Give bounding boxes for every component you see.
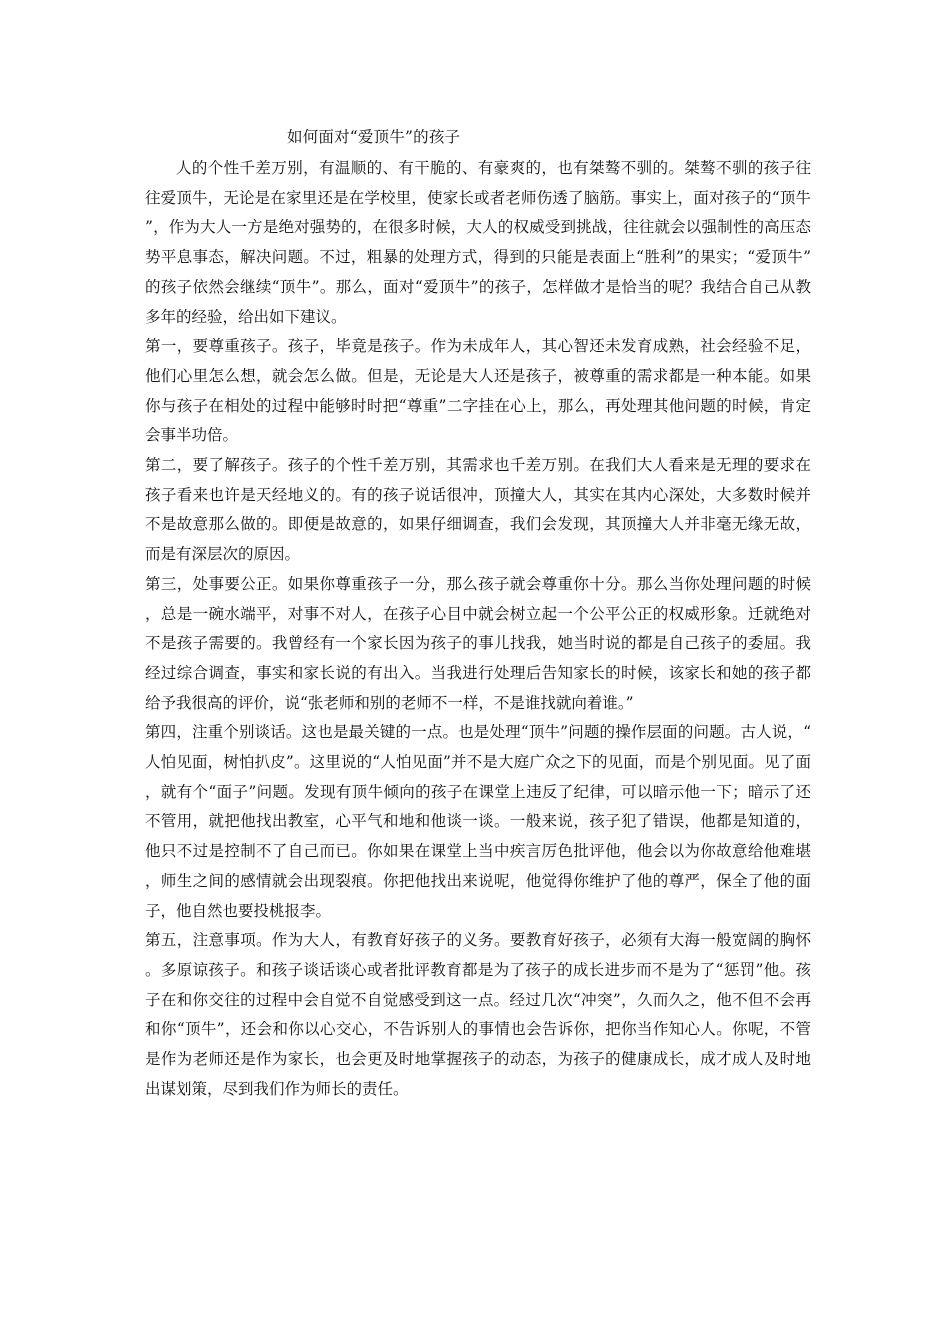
paragraph-intro: 人的个性千差万别，有温顺的、有干脆的、有豪爽的，也有桀骜不驯的。桀骜不驯的孩子往往爱顶牛，无论是在家里还是在学校里，使家长或者老师伤透了脑筋。事实上，面对孩子的“顶牛”，作为大人一方是绝对强势的，在很多时候，大人的权威受到挑战，往往就会以强制性的高压态势平息事态，解决问题。不过，粗暴的处理方式，得到的只能是表面上“胜利”的果实；“爱顶牛”的孩子依然会继续“顶牛”。那么，面对“爱顶牛”的孩子，怎样做才是恰当的呢？我结合自己从教多年的经验，给出如下建议。	[145, 159, 811, 326]
paragraph-point-3: 第三，处事要公正。如果你尊重孩子一分，那么孩子就会尊重你十分。那么当你处理问题的时候，总是一碗水端平，对事不对人，在孩子心目中就会树立起一个公平公正的权威形象。迁就绝对不是孩子需要的。我曾经有一个家长因为孩子的事儿找我，她当时说的都是自己孩子的委屈。我经过综合调查，事实和家长说的有出入。当我进行处理后告知家长的时候，该家长和她的孩子都给予我很高的评价，说“张老师和别的老师不一样，不是谁找就向着谁。”	[145, 574, 811, 712]
document-title: 如何面对“爱顶牛”的孩子	[287, 128, 461, 146]
paragraph-point-5: 第五，注意事项。作为大人，有教育好孩子的义务。要教育好孩子，必须有大海一般宽阔的胸怀。多原谅孩子。和孩子谈话谈心或者批评教育都是为了孩子的成长进步而不是为了“惩罚”他。孩子在和你交往的过程中会自觉不自觉感受到这一点。经过几次“冲突”，久而久之，他不但不会再和你“顶牛”，还会和你以心交心，不告诉别人的事情也会告诉你，把你当作知心人。你呢，不管是作为老师还是作为家长，也会更及时地掌握孩子的动态，为孩子的健康成长，成才成人及时地出谋划策，尽到我们作为师长的责任。	[145, 931, 811, 1098]
paragraph-point-4: 第四，注重个别谈话。这也是最关键的一点。也是处理“顶牛”问题的操作层面的问题。古人说，“人怕见面，树怕扒皮”。这里说的“人怕见面”并不是大庭广众之下的见面，而是个别见面。见了面，就有个“面子”问题。发现有顶牛倾向的孩子在课堂上违反了纪律，可以暗示他一下；暗示了还不管用，就把他找出教室，心平气和地和他谈一谈。一般来说，孩子犯了错误，他都是知道的，他只不过是控制不了自己而已。你如果在课堂上当中疾言厉色批评他，他会以为你故意给他难堪，师生之间的感情就会出现裂痕。你把他找出来说呢，他觉得你维护了他的尊严，保全了他的面子，他自然也要投桃报李。	[145, 723, 811, 920]
document-body	[145, 121, 811, 1105]
paragraph-point-2: 第二，要了解孩子。孩子的个性千差万别，其需求也千差万别。在我们大人看来是无理的要求在孩子看来也许是天经地义的。有的孩子说话很冲，顶撞大人，其实在其内心深处，大多数时候并不是故意那么做的。即便是故意的，如果仔细调查，我们会发现，其顶撞大人并非毫无缘无故，而是有深层次的原因。	[145, 456, 811, 564]
paragraph-point-1: 第一，要尊重孩子。孩子，毕竟是孩子。作为未成年人，其心智还未发育成熟，社会经验不足，他们心里怎么想，就会怎么做。但是，无论是大人还是孩子，被尊重的需求都是一种本能。如果你与孩子在相处的过程中能够时时把“尊重”二字挂在心上，那么，再处理其他问题的时候，肯定会事半功倍。	[145, 337, 811, 445]
